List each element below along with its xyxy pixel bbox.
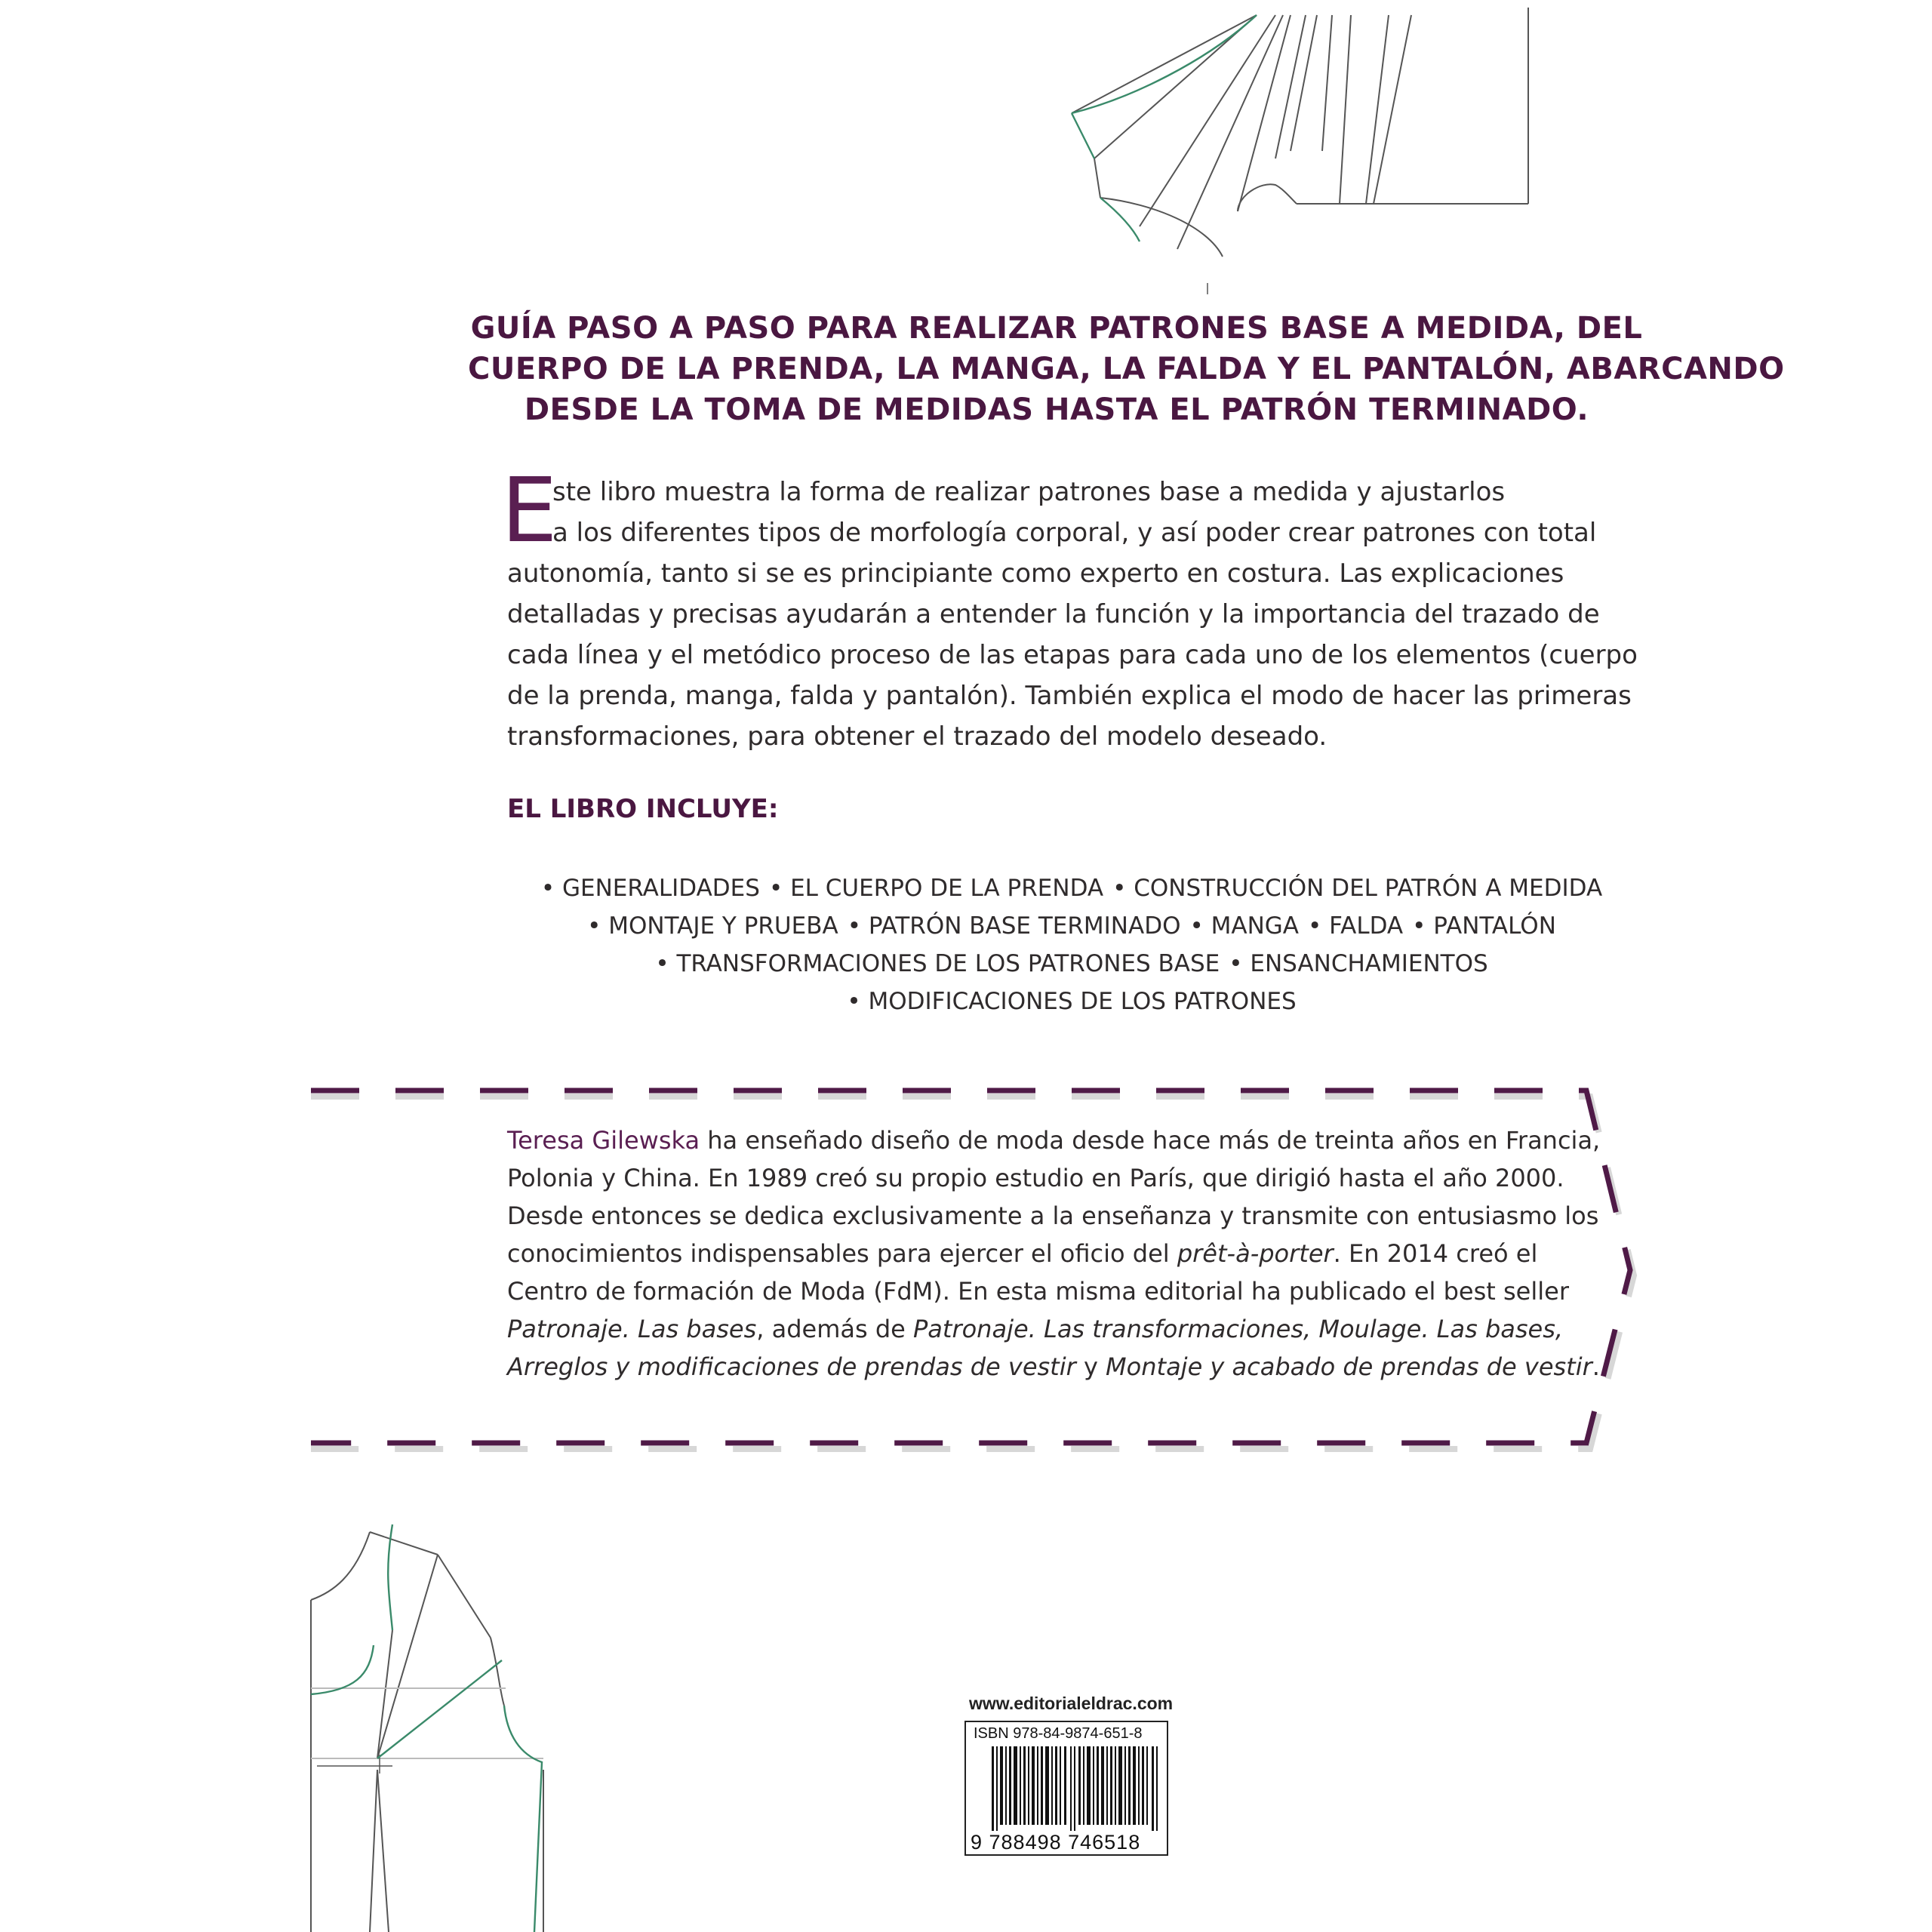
bio-italic: Arreglos y modificaciones de prendas de vestir (507, 1352, 1076, 1381)
includes-list (468, 869, 1675, 1020)
intro-line: transformaciones, para obtener el trazado del modelo deseado. (507, 721, 1327, 752)
bio-text: y (1075, 1352, 1106, 1381)
intro-line: ste libro muestra la forma de realizar patrones base a medida y ajustarlos (552, 477, 1506, 507)
drop-cap: E (501, 458, 558, 562)
list-item: • GENERALIDADES (541, 875, 760, 902)
list-item: • MODIFICACIONES DE LOS PATRONES (847, 988, 1296, 1015)
headline-line: DESDE LA TOMA DE MEDIDAS HASTA EL PATRÓN TERMINADO. (524, 392, 1589, 427)
bio-line (507, 1348, 1609, 1386)
intro-line: de la prenda, manga, falda y pantalón). También explica el modo de hacer las primeras (507, 681, 1632, 711)
barcode-bars (992, 1746, 1161, 1831)
headline-line: GUÍA PASO A PASO PARA REALIZAR PATRONES BASE A MEDIDA, DEL (470, 311, 1643, 346)
bodice-pattern-drawing (0, 1509, 574, 1932)
bio-text: , además de (756, 1315, 913, 1343)
author-bio (507, 1121, 1609, 1386)
bio-text: . (1592, 1352, 1600, 1381)
includes-line (468, 907, 1675, 945)
bio-italic: Patronaje. Las transformaciones, Moulage. Las bases, (912, 1315, 1564, 1343)
bio-italic: prêt-à-porter (1177, 1239, 1334, 1268)
barcode-digits: 9 788498 746518 (971, 1831, 1141, 1854)
intro-paragraph (501, 458, 1654, 757)
intro-line: autonomía, tanto si se es principiante como experto en costura. Las explicaciones (507, 558, 1564, 589)
bio-line (507, 1310, 1609, 1348)
bio-text: conocimientos indispensables para ejercer el oficio del (507, 1239, 1177, 1268)
bio-line: Polonia y China. En 1989 creó su propio estudio en París, que dirigió hasta el año 2000. (507, 1164, 1564, 1192)
bio-italic: Montaje y acabado de prendas de vestir (1106, 1352, 1592, 1381)
author-name: Teresa Gilewska (507, 1126, 700, 1155)
list-item: • MONTAJE Y PRUEBA (587, 912, 838, 940)
list-item: • PANTALÓN (1412, 912, 1556, 940)
bio-line (507, 1121, 1609, 1159)
bio-italic: Patronaje. Las bases (507, 1315, 757, 1343)
bio-line: Desde entonces se dedica exclusivamente a la enseñanza y transmite con entusiasmo los (507, 1201, 1599, 1230)
bio-line: Centro de formación de Moda (FdM). En esta misma editorial ha publicado el best seller (507, 1277, 1569, 1306)
headline (468, 308, 1785, 430)
headline-line: CUERPO DE LA PRENDA, LA MANGA, LA FALDA Y EL PANTALÓN, ABARCANDO (468, 352, 1785, 386)
list-item: • FALDA (1308, 912, 1403, 940)
sleeve-pattern-drawing (0, 0, 1932, 317)
intro-line: detalladas y precisas ayudarán a entender la función y la importancia del trazado de (507, 599, 1600, 629)
list-item: • CONSTRUCCIÓN DEL PATRÓN A MEDIDA (1112, 875, 1602, 902)
includes-line (468, 869, 1675, 907)
bio-line (507, 1235, 1609, 1272)
intro-line: cada línea y el metódico proceso de las etapas para cada uno de los elementos (cuerpo (507, 640, 1638, 670)
bio-text: . En 2014 creó el (1333, 1239, 1538, 1268)
includes-title: EL LIBRO INCLUYE: (507, 794, 779, 824)
publisher-url: www.editorialeldrac.com (969, 1694, 1174, 1713)
list-item: • TRANSFORMACIONES DE LOS PATRONES BASE (655, 950, 1220, 977)
list-item: • ENSANCHAMIENTOS (1229, 950, 1487, 977)
barcode (964, 1721, 1168, 1856)
list-item: • PATRÓN BASE TERMINADO (848, 912, 1181, 940)
bio-text: ha enseñado diseño de moda desde hace más de treinta años en Francia, (700, 1126, 1601, 1155)
list-item: • MANGA (1189, 912, 1299, 940)
includes-line (468, 983, 1675, 1020)
intro-line: a los diferentes tipos de morfología corporal, y así poder crear patrones con total (552, 518, 1597, 548)
includes-line (468, 945, 1675, 983)
isbn-label: ISBN 978-84-9874-651-8 (974, 1725, 1143, 1742)
list-item: • EL CUERPO DE LA PRENDA (769, 875, 1103, 902)
